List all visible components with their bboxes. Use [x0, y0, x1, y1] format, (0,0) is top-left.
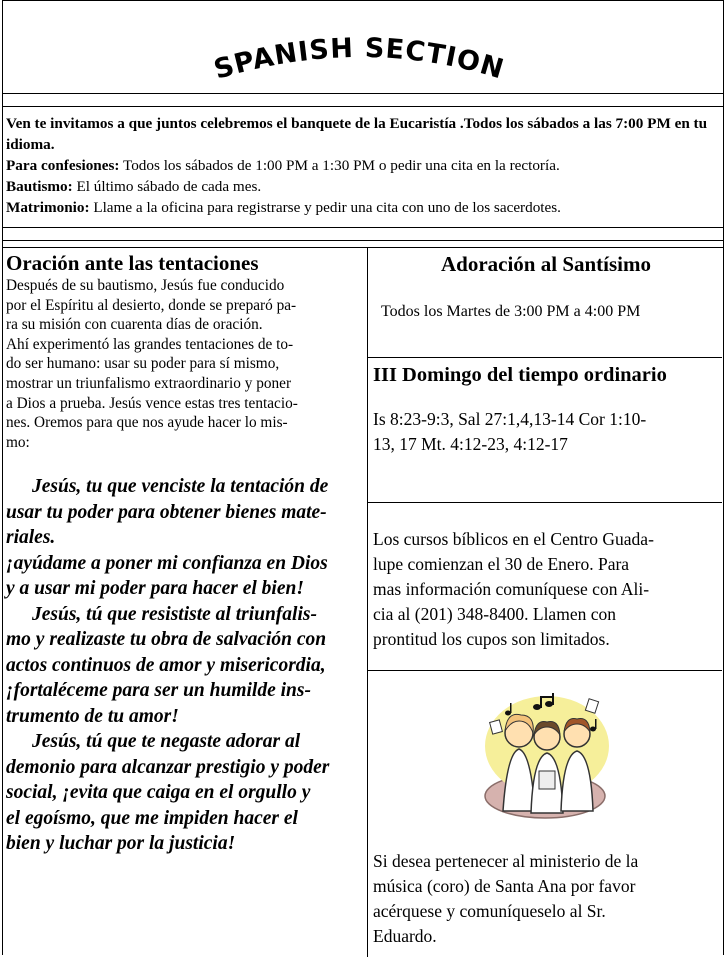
body-line: nes. Oremos para que nos ayude hacer lo mis- — [6, 414, 288, 432]
prayer-line: usar tu poder para obtener bienes mate- — [6, 501, 327, 523]
divider — [2, 227, 723, 228]
prayer-line: bien y luchar por la justicia! — [6, 833, 236, 855]
prayer-line: Jesús, tú que te negaste adorar al — [32, 731, 301, 753]
body-line: a Dios a prueba. Jesús vence estas tres tentacio- — [6, 394, 298, 412]
divider — [2, 247, 723, 248]
body-line: do ser humano: usar su poder para sí mismo, — [6, 355, 280, 373]
music-ministry-box — [373, 849, 719, 949]
divider — [367, 502, 722, 503]
sunday-readings — [373, 407, 719, 457]
body-line: ra su misión con cuarenta días de oración. — [6, 316, 263, 334]
baptism-label: Bautismo: — [6, 178, 73, 195]
prayer-article — [6, 250, 362, 857]
courses-line: prontitud los cupos son limitados. — [373, 629, 610, 649]
divider — [367, 357, 722, 358]
reading-line: 13, 17 Mt. 4:12-23, 4:12-17 — [373, 434, 568, 454]
prayer-line: ¡ayúdame a poner mi confianza en Dios — [6, 552, 328, 574]
marriage-label: Matrimonio: — [6, 199, 90, 216]
ministry-line: Si desea pertenecer al ministerio de la — [373, 851, 639, 871]
divider — [2, 240, 723, 241]
choir-singers-icon — [483, 691, 611, 826]
prayer-line: ¡fortaléceme para ser un humilde ins- — [6, 680, 311, 702]
confessions-line — [6, 155, 718, 176]
page-title — [0, 18, 726, 88]
courses-line: cia al (201) 348-8400. Llamen con — [373, 604, 616, 624]
baptism-line — [6, 176, 718, 197]
confessions-label: Para confesiones: — [6, 157, 120, 174]
body-line: Ahí experimentó las grandes tentaciones de to- — [6, 335, 294, 353]
sunday-title: III Domingo del tiempo ordinario — [373, 364, 667, 386]
divider — [2, 0, 723, 1]
prayer-line: Jesús, tú que resististe al triunfalis- — [32, 603, 317, 625]
body-line: Después de su bautismo, Jesús fue conducido — [6, 277, 285, 294]
mass-notice — [6, 113, 718, 218]
ministry-line: acérquese y comuníqueselo al Sr. — [373, 901, 606, 921]
sunday-box — [373, 364, 719, 457]
confessions-text: Todos los sábados de 1:00 PM a 1:30 PM o pedir una cita en la rectoría. — [119, 157, 560, 174]
article-body — [6, 276, 362, 452]
prayer-line: y a usar mi poder para hacer el bien! — [6, 578, 304, 600]
body-line: mo: — [6, 433, 30, 451]
marriage-line — [6, 197, 718, 218]
divider — [2, 93, 723, 94]
marriage-text: Llame a la oficina para registrarse y pedir una cita con uno de los sacerdotes. — [89, 199, 561, 216]
prayer-line: social, ¡evita que caiga en el orgullo y — [6, 782, 311, 804]
ministry-line: música (coro) de Santa Ana por favor — [373, 876, 636, 896]
bible-courses-box — [373, 527, 719, 652]
column-divider — [367, 247, 368, 957]
prayer-line: trumento de tu amor! — [6, 705, 179, 727]
prayer-line: mo y realizaste tu obra de salvación con — [6, 629, 327, 651]
adoration-schedule: Todos los Martes de 3:00 PM a 4:00 PM — [381, 303, 641, 320]
courses-line: lupe comienzan el 30 de Enero. Para — [373, 554, 630, 574]
article-title: Oración ante las tentaciones — [6, 251, 259, 275]
title-text: SPANISH SECTION — [210, 32, 508, 86]
invite-text: Ven te invitamos a que juntos celebremos el banquete de la Eucaristía .Todos los sábados a las 7:00 PM en tu idioma. — [6, 115, 708, 153]
prayer-text — [6, 474, 362, 857]
courses-line: mas información comuníquese con Ali- — [373, 579, 650, 599]
baptism-text: El último sábado de cada mes. — [72, 178, 262, 195]
bible-courses-text — [373, 527, 719, 652]
body-line: por el Espíritu al desierto, donde se preparó pa- — [6, 296, 297, 314]
divider — [367, 670, 722, 671]
svg-text:SPANISH SECTION — [211, 33, 508, 86]
adoration-title: Adoración al Santísimo — [440, 252, 652, 276]
prayer-line: Jesús, tu que venciste la tentación de — [32, 476, 329, 498]
reading-line: Is 8:23-9:3, Sal 27:1,4,13-14 Cor 1:10- — [373, 409, 647, 429]
prayer-line: actos continuos de amor y misericordia, — [6, 654, 326, 676]
ministry-line: Eduardo. — [373, 926, 437, 946]
prayer-line: el egoísmo, que me impiden hacer el — [6, 807, 298, 829]
courses-line: Los cursos bíblicos en el Centro Guada- — [373, 529, 654, 549]
prayer-line: riales. — [6, 527, 56, 549]
adoration-box — [373, 252, 719, 321]
divider — [2, 106, 723, 107]
music-ministry-text — [373, 849, 719, 949]
prayer-line: demonio para alcanzar prestigio y poder — [6, 756, 330, 778]
body-line: mostrar un triunfalismo extraordinario y poner — [6, 374, 292, 392]
